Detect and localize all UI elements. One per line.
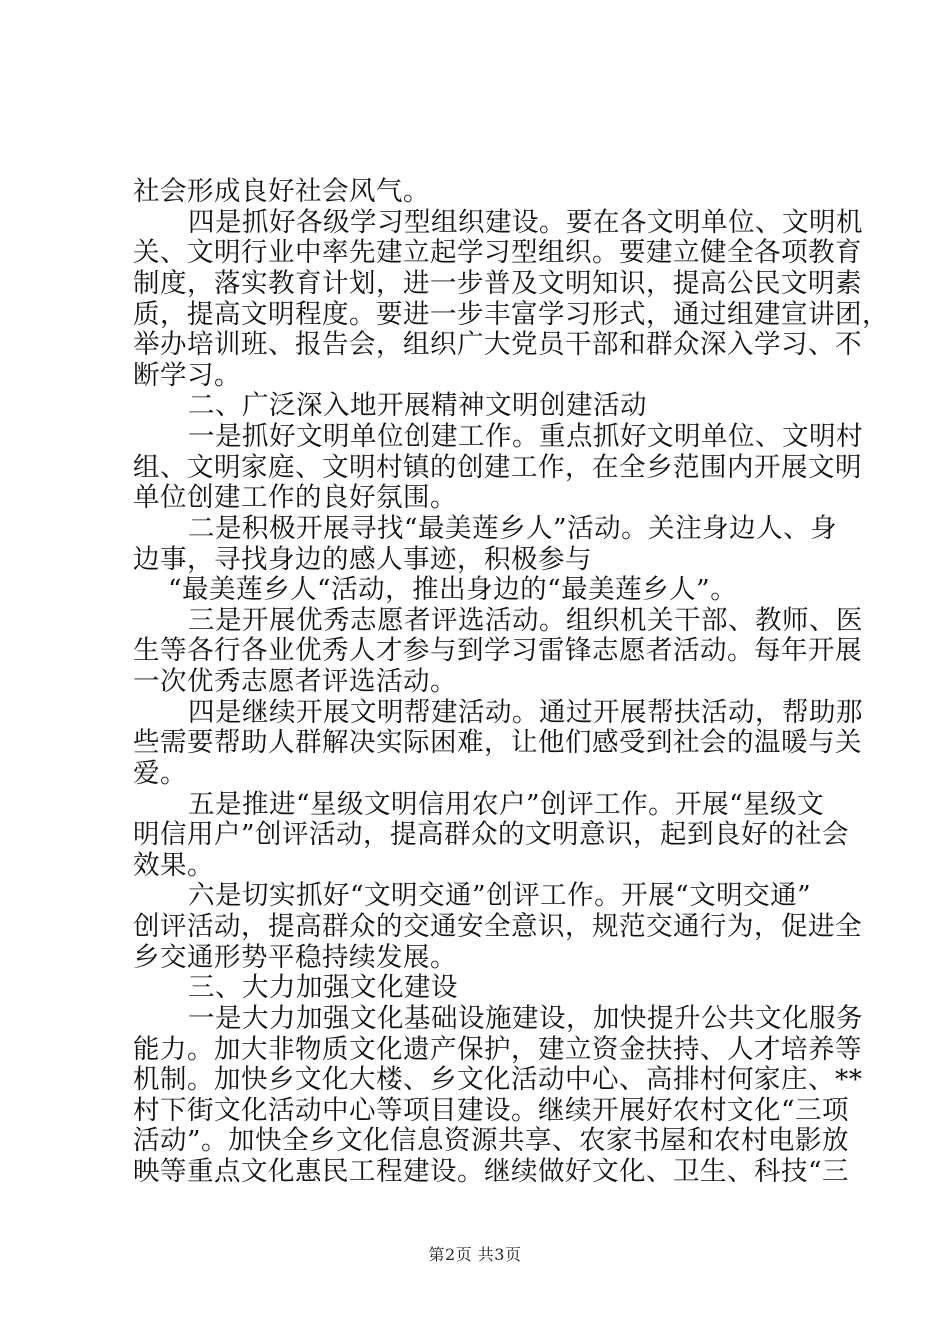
text-line: 单位创建工作的良好氛围。 <box>133 482 457 514</box>
text-line: 机制。加快乡文化大楼、乡文化活动中心、高排村何家庄、** <box>133 1064 863 1096</box>
text-line: 些需要帮助人群解决实际困难，让他们感受到社会的温暖与关 <box>133 727 862 759</box>
text-line: 创评活动，提高群众的交通安全意识，规范交通行为，促进全 <box>133 911 862 942</box>
text-line: 能力。加大非物质文化遗产保护，建立资金扶持、人才培养等 <box>133 1033 862 1065</box>
text-line: 边事，寻找身边的感人事迹，积极参与 <box>133 543 592 575</box>
section-heading: 三、大力加强文化建设 <box>188 972 458 1004</box>
text-line: 社会形成良好社会风气。 <box>133 176 430 207</box>
text-line: 举办培训班、报告会，组织广大党员干部和群众深入学习、不 <box>133 329 862 361</box>
text-line: 断学习。 <box>133 359 241 391</box>
text-line: “最美莲乡人“活动，推出身边的“最美莲乡人”。 <box>168 574 738 606</box>
text-line: 一次优秀志愿者评选活动。 <box>133 666 457 697</box>
text-line: 制度，落实教育计划，进一步普及文明知识，提高公民文明素 <box>133 267 862 299</box>
text-line: 明信用户”创评活动，提高群众的文明意识，起到良好的社会 <box>133 819 850 851</box>
paragraph-start: 六是切实抓好“文明交通”创评工作。开展“文明交通” <box>188 880 812 912</box>
text-line: 活动”。加快全乡文化信息资源共享、农家书屋和农村电影放 <box>133 1125 850 1157</box>
paragraph-start: 一是大力加强文化基础设施建设，加快提升公共文化服务 <box>188 1002 863 1034</box>
text-line: 乡交通形势平稳持续发展。 <box>133 941 457 973</box>
text-line: 爱。 <box>133 757 187 789</box>
text-line: 效果。 <box>133 849 214 881</box>
text-line: 生等各行各业优秀人才参与到学习雷锋志愿者活动。每年开展 <box>133 635 862 667</box>
paragraph-start: 五是推进“星级文明信用农户”创评工作。开展“星级文 <box>188 788 825 820</box>
text-line: 质，提高文明程度。要进一步丰富学习形式，通过组建宣讲团， <box>133 298 889 330</box>
text-line: 组、文明家庭、文明村镇的创建工作，在全乡范围内开展文明 <box>133 451 862 483</box>
page-footer: 第2页 共3页 <box>428 1245 522 1264</box>
text-line: 映等重点文化惠民工程建设。继续做好文化、卫生、科技“三 <box>133 1156 850 1187</box>
text-line: 关、文明行业中率先建立起学习型组织。要建立健全各项教育 <box>133 237 862 269</box>
section-heading: 二、广泛深入地开展精神文明创建活动 <box>188 390 647 422</box>
paragraph-start: 三是开展优秀志愿者评选活动。组织机关干部、教师、医 <box>188 604 863 636</box>
text-line: 村下街文化活动中心等项目建设。继续开展好农村文化“三项 <box>133 1094 850 1126</box>
paragraph-start: 一是抓好文明单位创建工作。重点抓好文明单位、文明村 <box>188 421 863 452</box>
paragraph-start: 四是继续开展文明帮建活动。通过开展帮扶活动，帮助那 <box>188 696 863 728</box>
paragraph-start: 二是积极开展寻找“最美莲乡人”活动。关注身边人、身 <box>188 512 838 544</box>
paragraph-start: 四是抓好各级学习型组织建设。要在各文明单位、文明机 <box>188 206 863 238</box>
